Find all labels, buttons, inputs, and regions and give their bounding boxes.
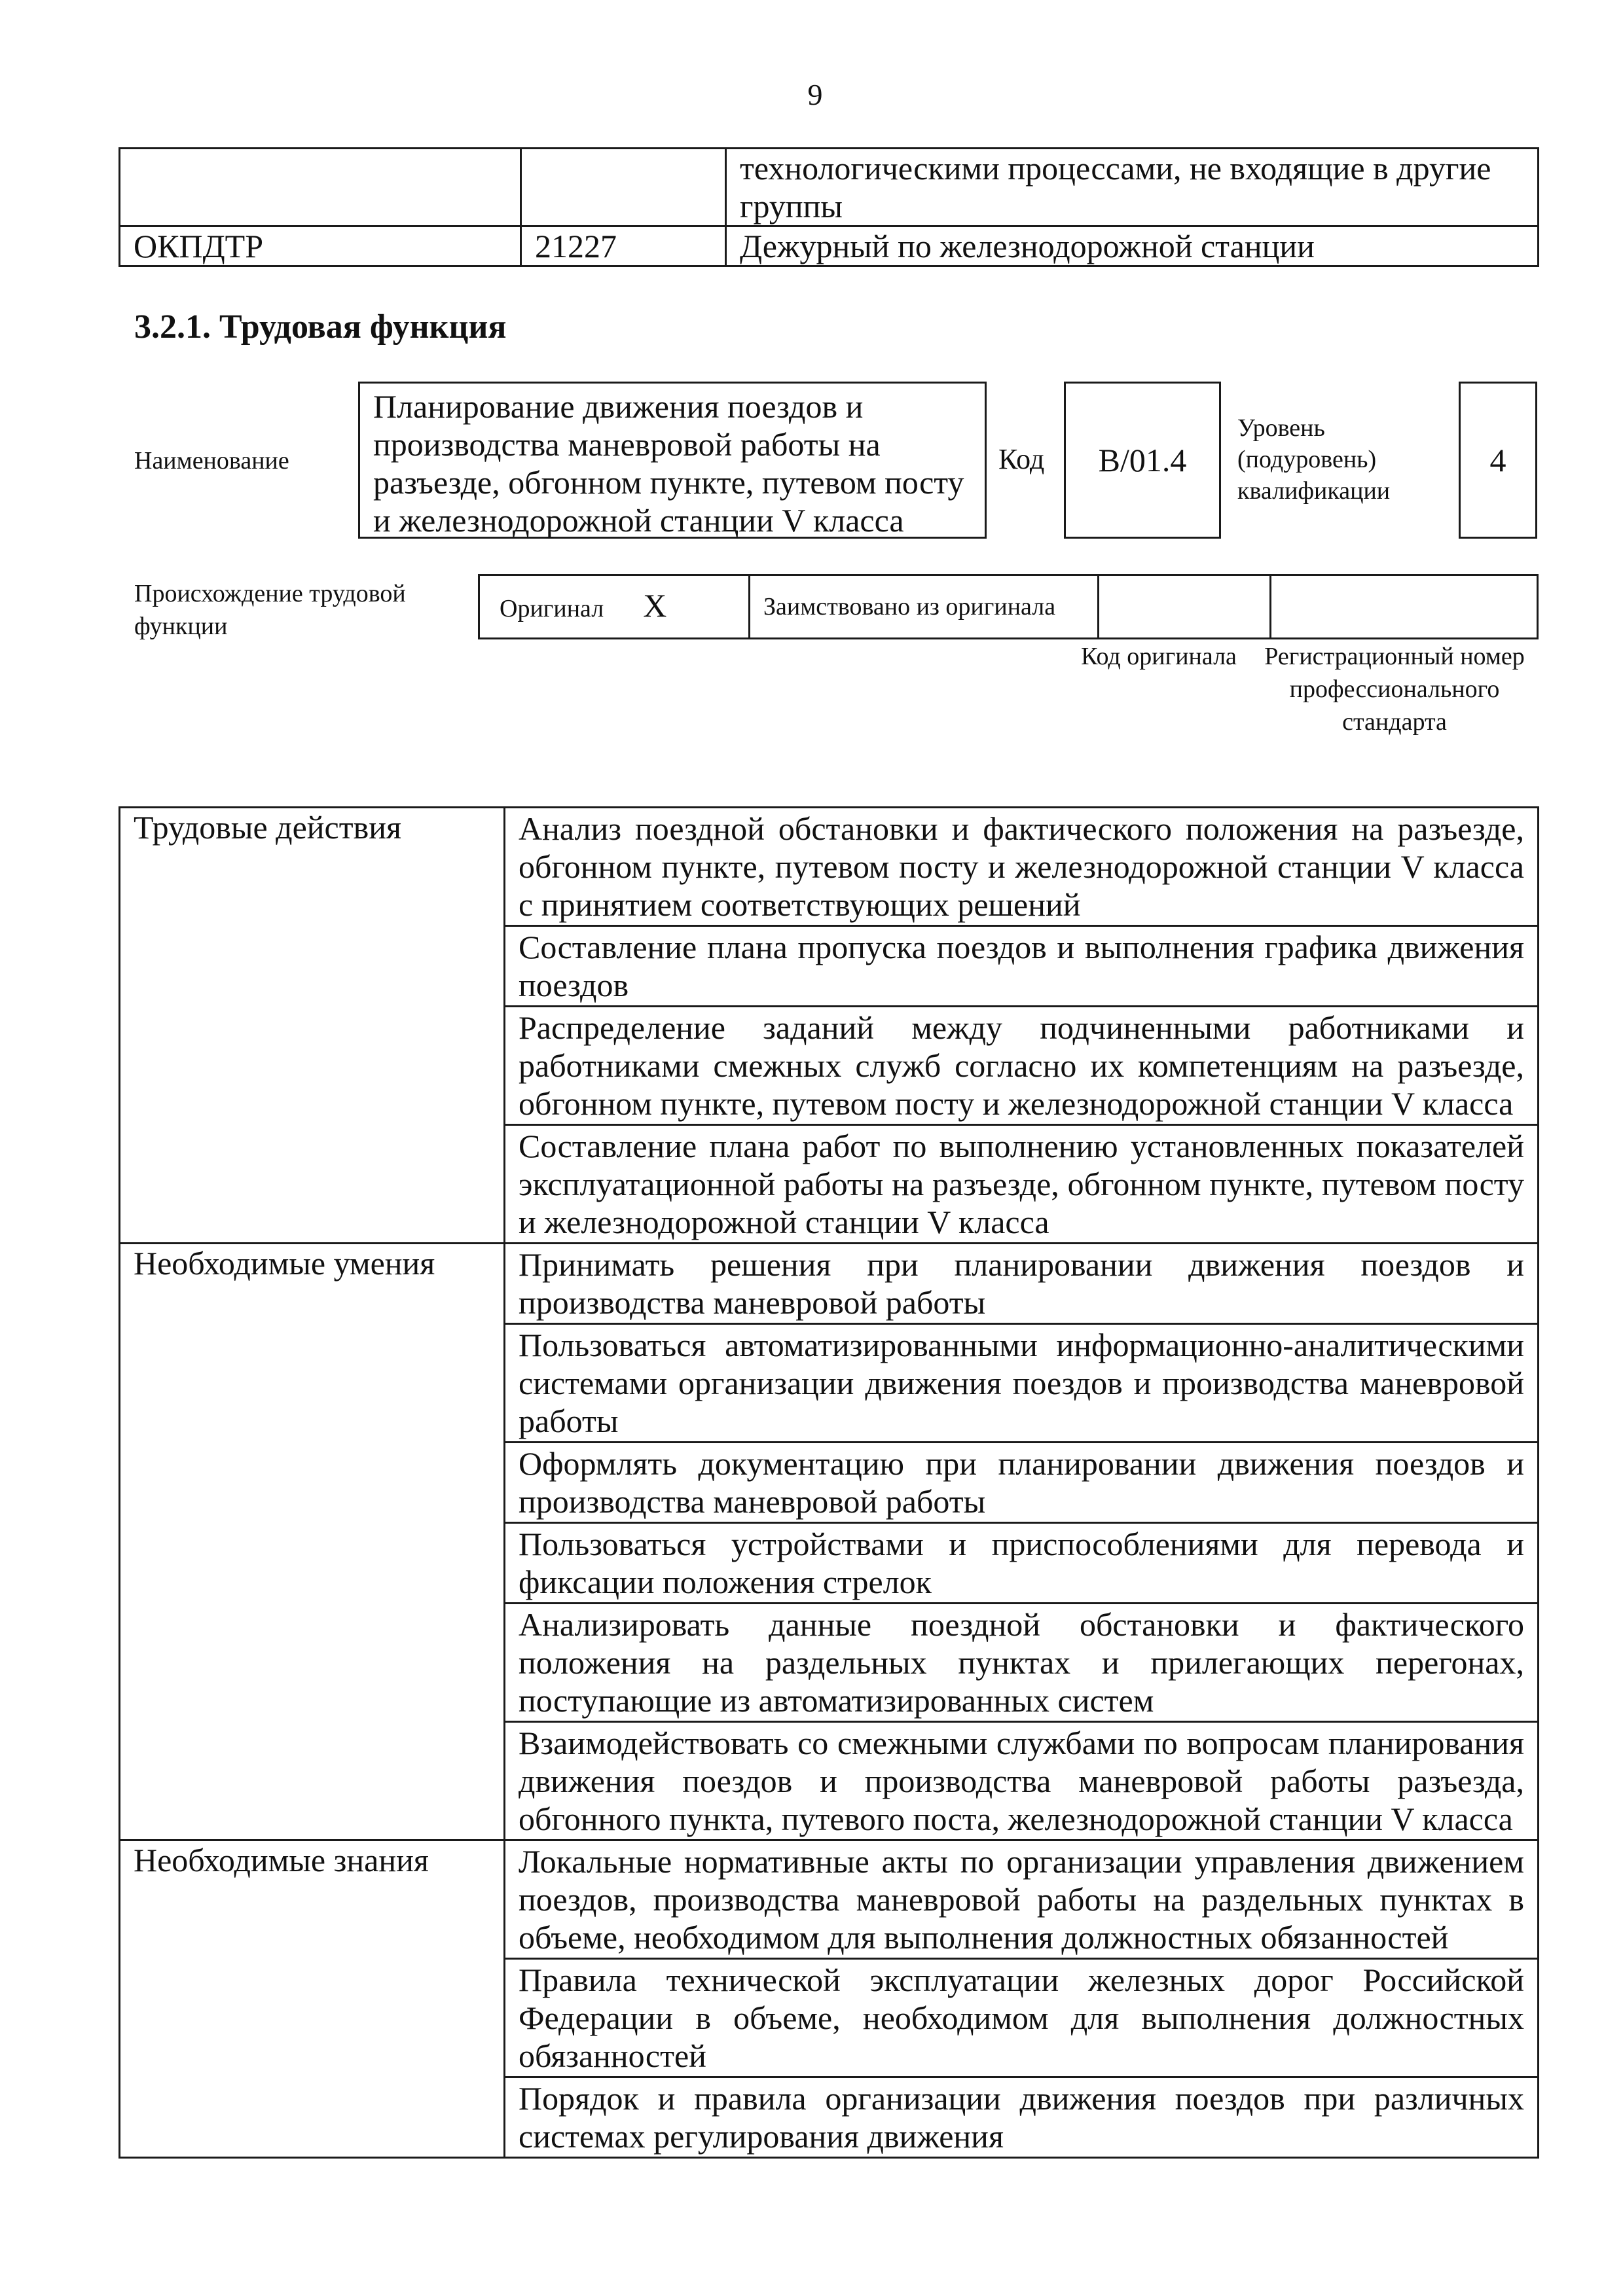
- original-code-label: Код оригинала: [1081, 643, 1237, 670]
- requirement-item: Составление плана работ по выполнению установленных показателей эксплуатационной работы на разъезде, обгонном пункте, путевом посту и железнодорожной станции V класса: [505, 1125, 1539, 1244]
- requirement-item: Пользоваться устройствами и приспособлениями для перевода и фиксации положения стрелок: [505, 1523, 1539, 1604]
- name-label: Наименование: [134, 447, 289, 475]
- requirements-table: [119, 806, 1539, 2159]
- code-cell: [521, 149, 726, 226]
- requirement-item: Анализировать данные поездной обстановки и фактического положения на раздельных пунктах и прилегающих перегонах, поступающие из автоматизированных систем: [505, 1604, 1539, 1722]
- qualification-level-label: Уровень (подуровень) квалификации: [1237, 414, 1391, 505]
- code-system-cell: ОКПДТР: [120, 226, 521, 266]
- requirement-item: Правила технической эксплуатации железных дорог Российской Федерации в объеме, необходимом для выполнения должностных обязанностей: [505, 1959, 1539, 2077]
- occupation-name-cell: технологическими процессами, не входящие в другие группы: [726, 149, 1539, 226]
- function-name-box: Планирование движения поездов и производства маневровой работы на разъезде, обгонном пункте, путевом посту и железнодорожной станции V класса: [358, 382, 987, 539]
- table-row: [120, 226, 1539, 266]
- occupation-name-cell: Дежурный по железнодорожной станции: [726, 226, 1539, 266]
- table-row: [120, 1840, 1539, 1959]
- table-row: [120, 808, 1539, 926]
- requirement-item: Распределение заданий между подчиненными работниками и работниками смежных служб согласно их компетенциям на разъезде, обгонном пункте, путевом посту и железнодорожной станции V класса: [505, 1007, 1539, 1125]
- requirement-item: Порядок и правила организации движения поездов при различных системах регулирования движения: [505, 2077, 1539, 2158]
- table-row: [479, 575, 1538, 639]
- table-row: [120, 1244, 1539, 1324]
- table-row: [120, 149, 1539, 226]
- requirement-item: Принимать решения при планировании движения поездов и производства маневровой работы: [505, 1244, 1539, 1324]
- requirement-item: Составление плана пропуска поездов и выполнения графика движения поездов: [505, 926, 1539, 1007]
- section-heading: 3.2.1. Трудовая функция: [134, 308, 507, 346]
- code-value-box: B/01.4: [1064, 382, 1221, 539]
- origin-label: Происхождение трудовой функции: [134, 580, 406, 640]
- reg-number-cell: [1271, 575, 1538, 639]
- original-code-cell: [1099, 575, 1271, 639]
- origin-option-cell: [479, 575, 750, 639]
- requirement-item: Пользоваться автоматизированными информационно-аналитическими системами организации движения поездов и производства маневровой работы: [505, 1324, 1539, 1443]
- requirement-item: Локальные нормативные акты по организации управления движением поездов, производства маневровой работы на раздельных пунктах в объеме, необходимом для выполнения должностных обязанностей: [505, 1840, 1539, 1959]
- requirement-item: Анализ поездной обстановки и фактического положения на разъезде, обгонном пункте, путевом посту и железнодорожной станции V класса с принятием соответствующих решений: [505, 808, 1539, 926]
- page-number: 9: [807, 78, 823, 111]
- requirement-item: Оформлять документацию при планировании движения поездов и производства маневровой работы: [505, 1443, 1539, 1523]
- requirement-item: Взаимодействовать со смежными службами по вопросам планирования движения поездов и производства маневровой работы разъезда, обгонного пункта, путевого поста, железнодорожной станции V класса: [505, 1722, 1539, 1840]
- category-cell: Трудовые действия: [120, 808, 505, 1244]
- code-label: Код: [998, 443, 1045, 475]
- category-cell: Необходимые умения: [120, 1244, 505, 1840]
- borrowed-option-cell: Заимствовано из оригинала: [750, 575, 1099, 639]
- origin-option-label: Оригинал: [500, 594, 604, 622]
- origin-table: [478, 574, 1539, 639]
- qualification-level-box: 4: [1459, 382, 1537, 539]
- category-cell: Необходимые знания: [120, 1840, 505, 2158]
- classification-table: [119, 147, 1539, 267]
- code-system-cell: [120, 149, 521, 226]
- reg-number-label: Регистрационный номер профессионального стандарта: [1264, 643, 1525, 736]
- code-cell: 21227: [521, 226, 726, 266]
- origin-mark: X: [643, 586, 667, 624]
